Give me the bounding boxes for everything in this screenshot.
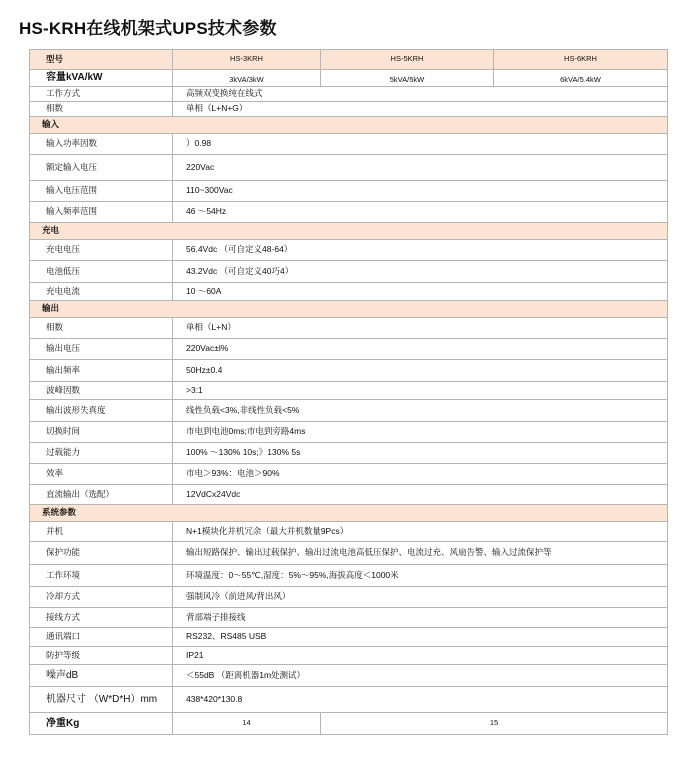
spec-label: 过载能力	[30, 443, 173, 464]
capacity-value: 3kVA/3kW	[173, 70, 321, 87]
section-title: 充电	[30, 223, 668, 240]
spec-value: 220Vac	[173, 155, 668, 181]
spec-value: 12VdCx24Vdc	[173, 485, 668, 505]
spec-label: 并机	[30, 522, 173, 542]
spec-value: 强制风冷（前进风/背出风）	[173, 587, 668, 608]
weight-row	[30, 713, 668, 735]
spec-label: 噪声dB	[30, 665, 173, 687]
spec-row	[30, 134, 668, 155]
spec-value: ）0.98	[173, 134, 668, 155]
spec-label: 冷却方式	[30, 587, 173, 608]
weight-value: 14	[173, 713, 321, 735]
document-title: HS-KRH在线机架式UPS技术参数	[19, 19, 277, 38]
spec-row	[30, 240, 668, 261]
spec-row	[30, 400, 668, 422]
spec-value: 输出短路保护、输出过载保护、输出过流电池高低压保护、电流过充、风扇告警、输入过流保护等	[173, 542, 668, 565]
spec-value: 50Hz±0.4	[173, 360, 668, 382]
spec-value: N+1模块化并机冗余（最大并机数量9Pcs）	[173, 522, 668, 542]
spec-row	[30, 382, 668, 400]
spec-value: 43.2Vdc （可自定义40巧4）	[173, 261, 668, 283]
spec-label: 电池低压	[30, 261, 173, 283]
spec-label: 保护功能	[30, 542, 173, 565]
spec-label: 接线方式	[30, 608, 173, 628]
capacity-label: 容量kVA/kW	[30, 70, 173, 87]
spec-label: 额定输入电压	[30, 155, 173, 181]
spec-label: 相数	[30, 318, 173, 339]
spec-value: 高频双变换纯在线式	[173, 87, 668, 102]
spec-row	[30, 155, 668, 181]
spec-row	[30, 283, 668, 301]
spec-row	[30, 87, 668, 102]
spec-row	[30, 485, 668, 505]
capacity-row	[30, 70, 668, 87]
spec-label: 输出波形失真度	[30, 400, 173, 422]
spec-value: RS232、RS485 USB	[173, 628, 668, 647]
spec-row	[30, 102, 668, 117]
spec-row	[30, 339, 668, 360]
spec-row	[30, 628, 668, 647]
spec-value: 线性负载<3%,非线性负载<5%	[173, 400, 668, 422]
spec-value: >3:1	[173, 382, 668, 400]
spec-value: 110~300Vac	[173, 181, 668, 202]
spec-row	[30, 464, 668, 485]
spec-label: 效率	[30, 464, 173, 485]
spec-value: 市电到电池0ms;市电到旁路4ms	[173, 422, 668, 443]
spec-value: IP21	[173, 647, 668, 665]
spec-label: 切换时间	[30, 422, 173, 443]
spec-label: 输入频率范围	[30, 202, 173, 223]
spec-value: ＜55dB （距离机器1m处测试）	[173, 665, 668, 687]
model-name: HS-3KRH	[173, 50, 321, 70]
spec-value: 220Vac±l%	[173, 339, 668, 360]
model-name: HS-6KRH	[494, 50, 668, 70]
section-header-row	[30, 301, 668, 318]
spec-label: 直流输出（选配）	[30, 485, 173, 505]
spec-row	[30, 687, 668, 713]
capacity-value: 6kVA/5.4kW	[494, 70, 668, 87]
spec-label: 机器尺寸 （W*D*H）mm	[30, 687, 173, 713]
spec-row	[30, 542, 668, 565]
spec-row	[30, 261, 668, 283]
spec-value: 单相（L+N）	[173, 318, 668, 339]
spec-label: 输入电压范围	[30, 181, 173, 202]
spec-row	[30, 360, 668, 382]
spec-value: 背部端子排接线	[173, 608, 668, 628]
section-title: 输入	[30, 117, 668, 134]
spec-label: 防护等级	[30, 647, 173, 665]
capacity-value: 5kVA/5kW	[321, 70, 494, 87]
header-row	[30, 50, 668, 70]
spec-label: 输出电压	[30, 339, 173, 360]
spec-row	[30, 587, 668, 608]
spec-label: 工作环境	[30, 565, 173, 587]
section-title: 系统参数	[30, 505, 668, 522]
spec-label: 输出频率	[30, 360, 173, 382]
spec-row	[30, 647, 668, 665]
spec-label: 充电电压	[30, 240, 173, 261]
spec-value: 10 ～60A	[173, 283, 668, 301]
spec-label: 充电电流	[30, 283, 173, 301]
spec-label: 输入功率因数	[30, 134, 173, 155]
spec-label: 通讯端口	[30, 628, 173, 647]
spec-row	[30, 443, 668, 464]
section-header-row	[30, 223, 668, 240]
spec-row	[30, 318, 668, 339]
model-label: 型号	[30, 50, 173, 70]
spec-label: 相数	[30, 102, 173, 117]
spec-row	[30, 565, 668, 587]
spec-row	[30, 608, 668, 628]
spec-label: 工作方式	[30, 87, 173, 102]
spec-value: 46 ～54Hz	[173, 202, 668, 223]
spec-value: 438*420*130.8	[173, 687, 668, 713]
section-title: 输出	[30, 301, 668, 318]
spec-row	[30, 181, 668, 202]
spec-value: 环境温度：0～55℃,湿度：5%～95%,海拔高度＜1000米	[173, 565, 668, 587]
section-header-row	[30, 505, 668, 522]
spec-row	[30, 202, 668, 223]
spec-row	[30, 522, 668, 542]
spec-value: 市电＞93%：电池＞90%	[173, 464, 668, 485]
weight-value: 15	[321, 713, 668, 735]
section-header-row	[30, 117, 668, 134]
spec-row	[30, 422, 668, 443]
spec-value: 单相（L+N+G）	[173, 102, 668, 117]
model-name: HS-5KRH	[321, 50, 494, 70]
spec-value: 100% ～130% 10s;》130% 5s	[173, 443, 668, 464]
spec-value: 56.4Vdc （可自定义48-64）	[173, 240, 668, 261]
spec-label: 波峰因数	[30, 382, 173, 400]
weight-label: 净重Kg	[30, 713, 173, 735]
spec-row	[30, 665, 668, 687]
spec-table	[29, 49, 668, 735]
